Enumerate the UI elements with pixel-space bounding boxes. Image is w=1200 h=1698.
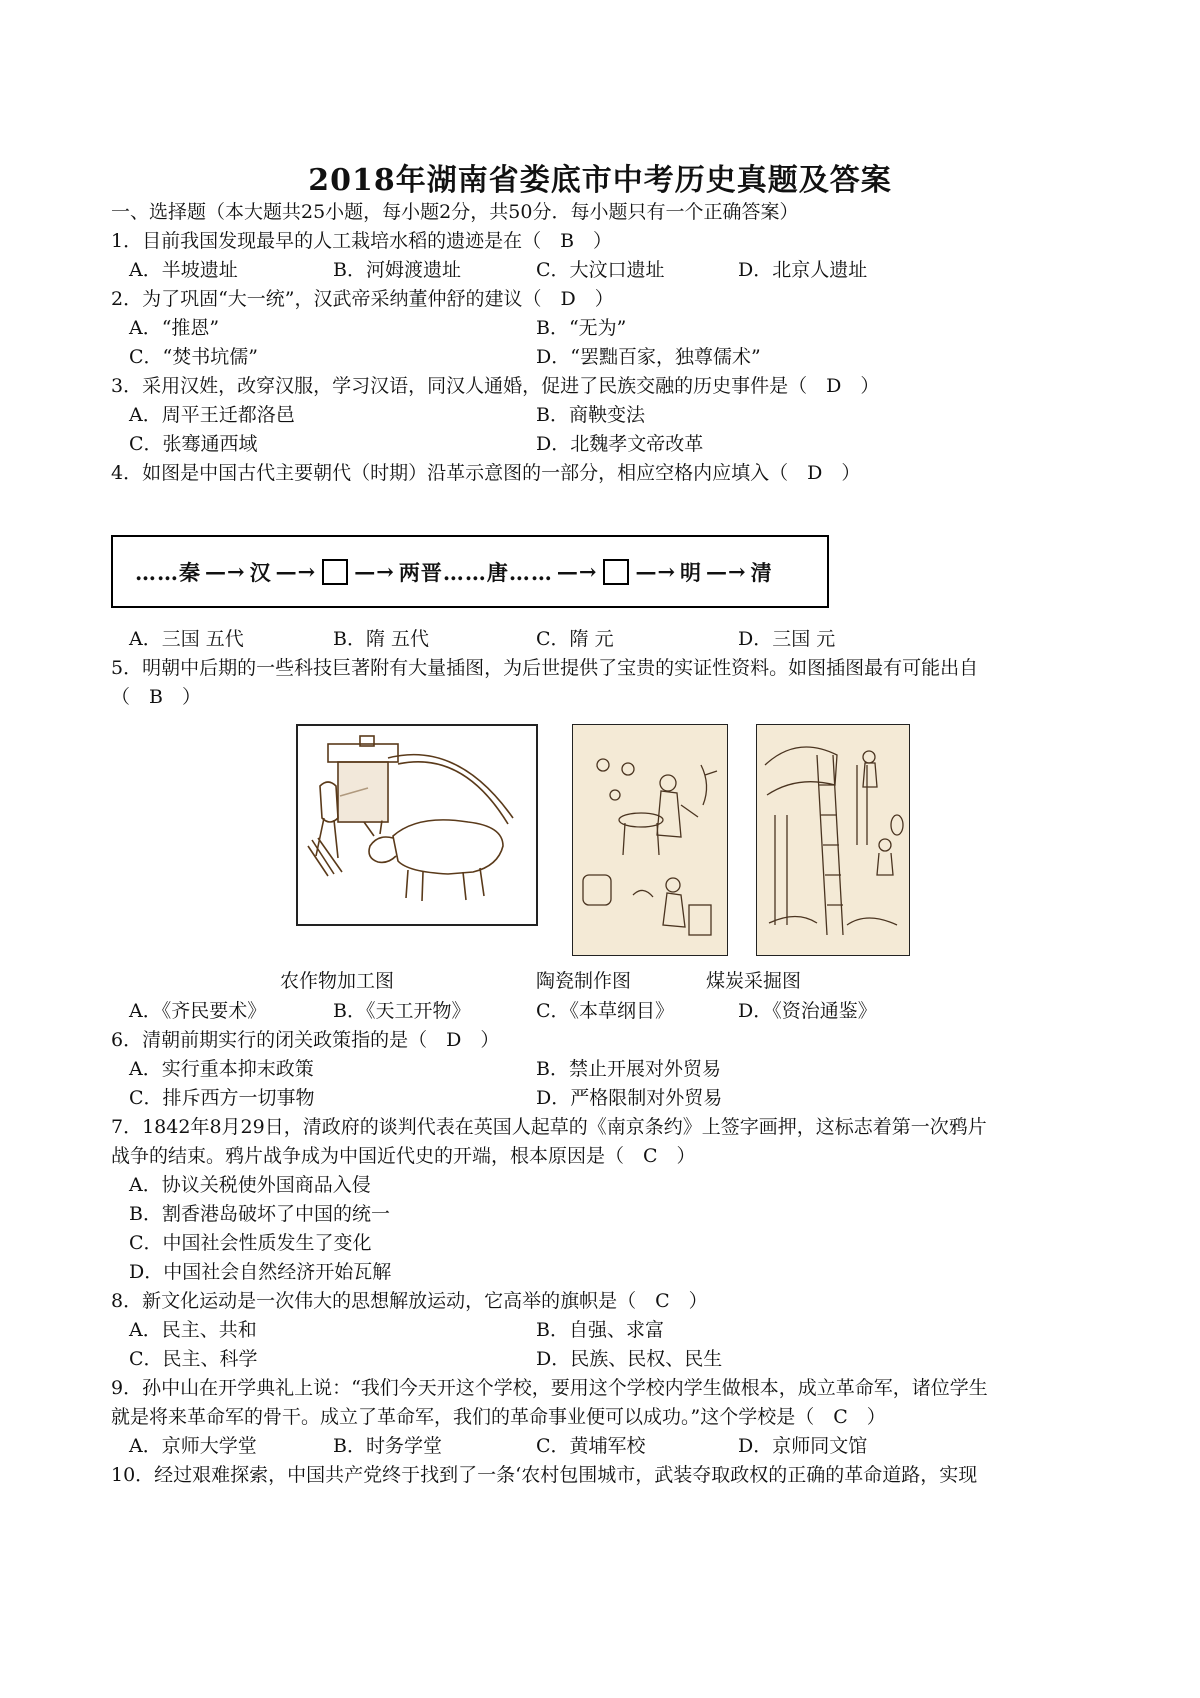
question-9-option-a: A．京师大学堂 bbox=[129, 1435, 257, 1457]
arrow-icon: —→ bbox=[556, 559, 598, 584]
question-1-option-b: B．河姆渡遗址 bbox=[333, 259, 461, 281]
question-3-stem: 3．采用汉姓，改穿汉服，学习汉语，同汉人通婚，促进了民族交融的历史事件是（ D ） bbox=[111, 375, 880, 397]
caption-crop-processing: 农作物加工图 bbox=[280, 970, 395, 992]
dynasty-sequence-diagram bbox=[111, 535, 829, 608]
ceramic-workshop-drawing bbox=[573, 725, 727, 955]
question-1-option-a: A．半坡遗址 bbox=[129, 259, 238, 281]
dynasty-han: 汉 bbox=[249, 559, 272, 585]
question-5-option-b: B．《天工开物》 bbox=[333, 1000, 471, 1022]
question-7-option-d: D．中国社会自然经济开始瓦解 bbox=[129, 1261, 392, 1283]
question-3-option-d: D．北魏孝文帝改革 bbox=[536, 433, 704, 455]
question-6-option-c: C．排斥西方一切事物 bbox=[129, 1087, 315, 1109]
dynasty-qing: 清 bbox=[750, 559, 773, 585]
arrow-icon: —→ bbox=[706, 559, 747, 584]
question-9-option-d: D．京师同文馆 bbox=[738, 1435, 868, 1457]
question-7-stem-line-2: 战争的结束。鸦片战争成为中国近代史的开端，根本原因是（ C ） bbox=[111, 1145, 696, 1167]
question-2-option-b: B．“无为” bbox=[536, 317, 627, 339]
question-8-option-b: B．自强、求富 bbox=[536, 1319, 664, 1341]
arrow-icon: —→ bbox=[275, 559, 317, 584]
question-5-stem-line-1: 5．明朝中后期的一些科技巨著附有大量插图，为后世提供了宝贵的实证性资料。如图插图最有可能出自 bbox=[111, 657, 979, 679]
question-5-option-c: C．《本草纲目》 bbox=[536, 1000, 675, 1022]
question-3-option-a: A．周平王迁都洛邑 bbox=[129, 404, 295, 426]
ceramic-making-illustration bbox=[572, 724, 728, 956]
section-heading: 一、选择题（本大题共25小题，每小题2分，共50分．每小题只有一个正确答案） bbox=[111, 201, 799, 223]
question-10-stem: 10．经过艰难探索，中国共产党终于找到了一条‘农村包围城市，武装夺取政权的正确的革命道路，实现 bbox=[111, 1464, 978, 1486]
arrow-icon: —→ bbox=[635, 559, 677, 584]
question-4-stem: 4．如图是中国古代主要朝代（时期）沿革示意图的一部分，相应空格内应填入（ D ） bbox=[111, 462, 861, 484]
question-1-option-d: D．北京人遗址 bbox=[738, 259, 868, 281]
question-2-stem: 2．为了巩固“大一统”，汉武帝采纳董仲舒的建议（ D ） bbox=[111, 288, 614, 310]
question-7-stem-line-1: 7．1842年8月29日，清政府的谈判代表在英国人起草的《南京条约》上签字画押，这标志着第一次鸦片 bbox=[111, 1116, 987, 1138]
question-7-option-b: B．割香港岛破坏了中国的统一 bbox=[129, 1203, 390, 1225]
question-3-option-c: C．张骞通西域 bbox=[129, 433, 258, 455]
blank-box-2 bbox=[603, 559, 629, 585]
question-4-option-d: D．三国 元 bbox=[738, 628, 836, 650]
question-3-option-b: B．商鞅变法 bbox=[536, 404, 645, 426]
question-2-option-d: D．“罢黜百家，独尊儒术” bbox=[536, 346, 761, 368]
arrow-icon: —→ bbox=[354, 559, 395, 584]
question-8-option-a: A．民主、共和 bbox=[129, 1319, 257, 1341]
question-6-stem: 6．清朝前期实行的闭关政策指的是（ D ） bbox=[111, 1029, 500, 1051]
crop-processing-illustration bbox=[296, 724, 538, 926]
question-9-option-c: C．黄埔军校 bbox=[536, 1435, 646, 1457]
dynasty-jin-tang: 两晋……唐…… bbox=[398, 559, 553, 585]
question-9-stem-line-1: 9．孙中山在开学典礼上说：“我们今天开这个学校，要用这个学校内学生做根本，成立革命军，诸位学生 bbox=[111, 1377, 988, 1399]
question-8-option-c: C．民主、科学 bbox=[129, 1348, 258, 1370]
question-5-option-a: A．《齐民要术》 bbox=[129, 1000, 267, 1022]
dynasty-qin: ……秦 bbox=[135, 559, 201, 585]
question-2-option-c: C．“焚书坑儒” bbox=[129, 346, 258, 368]
question-8-stem: 8．新文化运动是一次伟大的思想解放运动，它高举的旗帜是（ C ） bbox=[111, 1290, 708, 1312]
question-9-option-b: B．时务学堂 bbox=[333, 1435, 442, 1457]
dynasty-ming: 明 bbox=[680, 559, 703, 585]
question-5-stem-line-2: （ B ） bbox=[111, 686, 201, 708]
question-7-option-c: C．中国社会性质发生了变化 bbox=[129, 1232, 372, 1254]
question-1-option-c: C．大汶口遗址 bbox=[536, 259, 665, 281]
question-2-option-a: A．“推恩” bbox=[129, 317, 220, 339]
question-5-option-d: D．《资治通鉴》 bbox=[738, 1000, 877, 1022]
question-9-stem-line-2: 就是将来革命军的骨干。成立了革命军，我们的革命事业便可以成功。”这个学校是（ C ） bbox=[111, 1406, 886, 1428]
question-6-option-a: A．实行重本抑末政策 bbox=[129, 1058, 314, 1080]
question-8-option-d: D．民族、民权、民生 bbox=[536, 1348, 723, 1370]
question-6-option-b: B．禁止开展对外贸易 bbox=[536, 1058, 721, 1080]
caption-coal-mining: 煤炭采掘图 bbox=[706, 970, 802, 992]
coal-mine-drawing bbox=[757, 725, 909, 955]
question-6-option-d: D．严格限制对外贸易 bbox=[536, 1087, 723, 1109]
blank-box-1 bbox=[322, 559, 348, 585]
page-title: 2018年湖南省娄底市中考历史真题及答案 bbox=[308, 163, 892, 198]
caption-ceramic-making: 陶瓷制作图 bbox=[536, 970, 632, 992]
coal-mining-illustration bbox=[756, 724, 910, 956]
question-4-option-b: B．隋 五代 bbox=[333, 628, 430, 650]
question-7-option-a: A．协议关税使外国商品入侵 bbox=[129, 1174, 371, 1196]
question-1-stem: 1．目前我国发现最早的人工栽培水稻的遗迹是在（ B ） bbox=[111, 230, 613, 252]
question-4-option-c: C．隋 元 bbox=[536, 628, 614, 650]
ox-mill-drawing bbox=[298, 726, 536, 924]
question-4-option-a: A．三国 五代 bbox=[129, 628, 244, 650]
arrow-icon: —→ bbox=[205, 559, 246, 584]
